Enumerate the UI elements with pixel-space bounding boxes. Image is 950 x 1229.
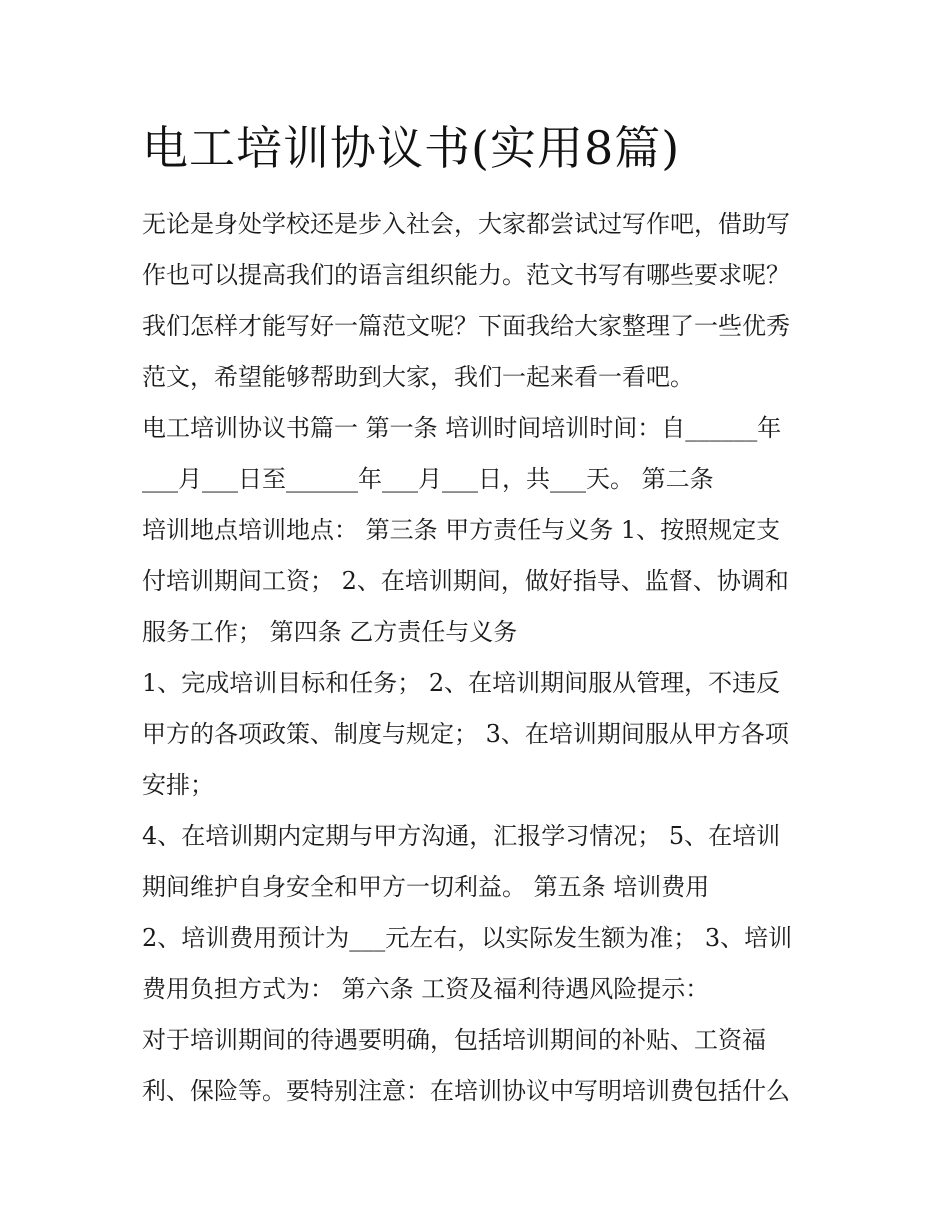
body-line-7: 甲方的各项政策、制度与规定； 3、在培训期间服从甲方各项 [142, 720, 789, 748]
body-line-1: 电工培训协议书篇一 第一条 培训时间培训时间：自______年 [142, 414, 782, 442]
body-line-6: 1、完成培训目标和任务； 2、在培训期间服从管理，不违反 [142, 669, 781, 697]
body-line-9: 4、在培训期内定期与甲方沟通，汇报学习情况； 5、在培训 [142, 822, 781, 850]
intro-line-1: 无论是身处学校还是步入社会，大家都尝试过写作吧，借助写 [142, 210, 790, 238]
body-line-14: 利、保险等。要特别注意：在培训协议中写明培训费包括什么 [142, 1077, 790, 1105]
body-line-13: 对于培训期间的待遇要明确，包括培训期间的补贴、工资福 [142, 1026, 766, 1054]
body-line-12: 费用负担方式为： 第六条 工资及福利待遇风险提示： [142, 975, 710, 1003]
intro-line-2: 作也可以提高我们的语言组织能力。范文书写有哪些要求呢？ [142, 261, 790, 289]
body-line-10: 期间维护自身安全和甲方一切利益。 第五条 培训费用 [142, 873, 710, 901]
intro-line-4: 范文，希望能够帮助到大家，我们一起来看一看吧。 [142, 363, 694, 391]
body-line-8: 安排； [142, 771, 214, 799]
document-title: 电工培训协议书(实用8篇) [142, 121, 681, 175]
body-line-4: 付培训期间工资； 2、在培训期间，做好指导、监督、协调和 [142, 567, 789, 595]
body-line-11: 2、培训费用预计为___元左右，以实际发生额为准； 3、培训 [142, 924, 793, 952]
intro-line-3: 我们怎样才能写好一篇范文呢？下面我给大家整理了一些优秀 [142, 312, 790, 340]
body-line-3: 培训地点培训地点： 第三条 甲方责任与义务 1、按照规定支 [142, 516, 781, 544]
body-line-5: 服务工作； 第四条 乙方责任与义务 [142, 618, 518, 646]
body-line-2: ___月___日至______年___月___日，共___天。 第二条 [142, 465, 714, 493]
